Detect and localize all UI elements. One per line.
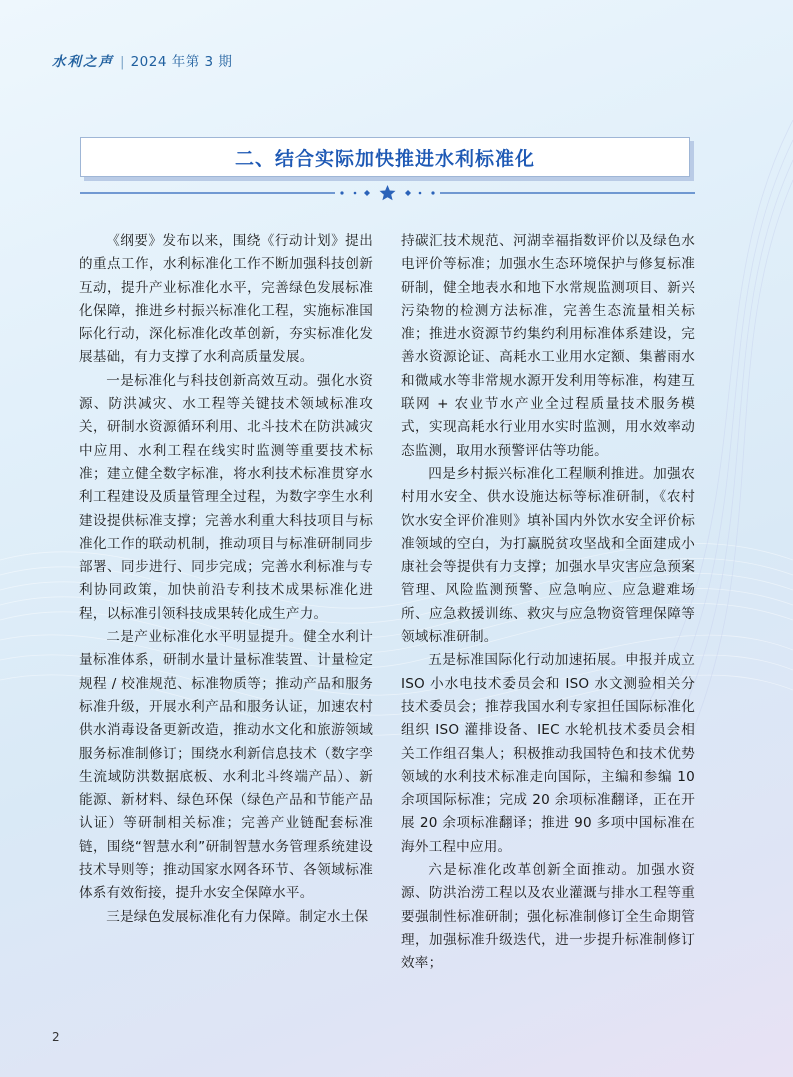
magazine-brand: 水利之声 [52,54,114,70]
paragraph-continuation: 持碳汇技术规范、河湖幸福指数评价以及绿色水电评价等标准；加强水生态环境保护与修复标准研制，健全地表水和地下水常规监测项目、新兴污染物的检测方法标准，完善生态流量相关标准；推进水资源节约集约利用标准体系建设，完善水资源论证、高耗水工业用水定额、集蓄雨水和微咸水等非常规水源开发利用等标准，构建互联网 + 农业节水产业全过程质量技术服务模式，实现高耗水行业用水实时监测，用水效率动态监测，取用水预警评估等功能。 [401,233,695,459]
left-column [79,230,373,929]
paragraph: 五是标准国际化行动加速拓展。申报并成立 ISO 小水电技术委员会和 ISO 水文测验相关分技术委员会；推荐我国水利专家担任国际标准化组织 ISO 灌排设备、IEC 水轮机技术委员会相关工作组召集人；积极推动我国特色和技术优势领域的水利技术标准走向国际，主编和参编 10 余项国际标准；完成 20 余项标准翻译，正在开展 20 余项标准翻译；推进 90 多项中国标准在海外工程中应用。 [401,652,695,855]
paragraph: 三是绿色发展标准化有力保障。制定水土保 [106,908,369,925]
paragraph: 一是标准化与科技创新高效互动。强化水资源、防洪减灾、水工程等关键技术领域标准攻关，研制水资源循环利用、北斗技术在防洪减灾中应用、水利工程在线实时监测等重要技术标准；建立健全数字标准，将水利技术标准贯穿水利工程建设及质量管理全过程，为数字孪生水利建设提供标准支撑；完善水利重大科技项目与标准化工作的联动机制，推动项目与标准研制同步部署、同步进行、同步完成；完善水利标准与专利协同政策，加快前沿专利技术成果标准化进程，以标准引领科技成果转化成生产力。 [79,372,373,622]
paragraph: 六是标准化改革创新全面推动。加强水资源、防洪治涝工程以及农业灌溉与排水工程等重要强制性标准研制；强化标准制修订全生命期管理，加强标准升级迭代，进一步提升标准制修订效率； [401,862,695,972]
section-title-box [80,137,690,177]
section-title: 二、结合实际加快推进水利标准化 [234,147,535,170]
magazine-header [52,50,232,70]
paragraph: 二是产业标准化水平明显提升。健全水利计量标准体系，研制水量计量标准装置、计量检定规程 / 校准规范、标准物质等；推动产品和服务标准升级，开展水利产品和服务认证，加速农村供水消毒设备更新改造，推动水文化和旅游领域服务标准制修订；围绕水利新信息技术（数字孪生流域防洪数据底板、水利北斗终端产品）、新能源、新材料、绿色环保（绿色产品和节能产品认证）等研制相关标准；完善产业链配套标准链，围绕“智慧水利”研制智慧水务管理系统建设技术导则等；推动国家水网各环节、各领域标准体系有效衔接，提升水安全保障水平。 [79,629,373,902]
star-divider-icon [80,185,695,201]
issue-label: 2024 年第 3 期 [130,54,233,70]
header-separator: | [120,54,125,70]
right-column [401,230,695,976]
paragraph: 《纲要》发布以来，围绕《行动计划》提出的重点工作，水利标准化工作不断加强科技创新互动，提升产业标准化水平，完善绿色发展标准化保障，推进乡村振兴标准化工程，实施标准国际化行动，深化标准化改革创新，夯实标准化发展基础，有力支撑了水利高质量发展。 [79,233,373,366]
paragraph: 四是乡村振兴标准化工程顺利推进。加强农村用水安全、供水设施达标等标准研制，《农村饮水安全评价准则》填补国内外饮水安全评价标准领域的空白，为打赢脱贫攻坚战和全面建成小康社会等提供有力支撑；加强水旱灾害应急预案管理、风险监测预警、应急响应、应急避难场所、应急救援训练、救灾与应急物资管理保障等领域标准研制。 [401,465,695,646]
page-number: 2 [52,1030,60,1044]
